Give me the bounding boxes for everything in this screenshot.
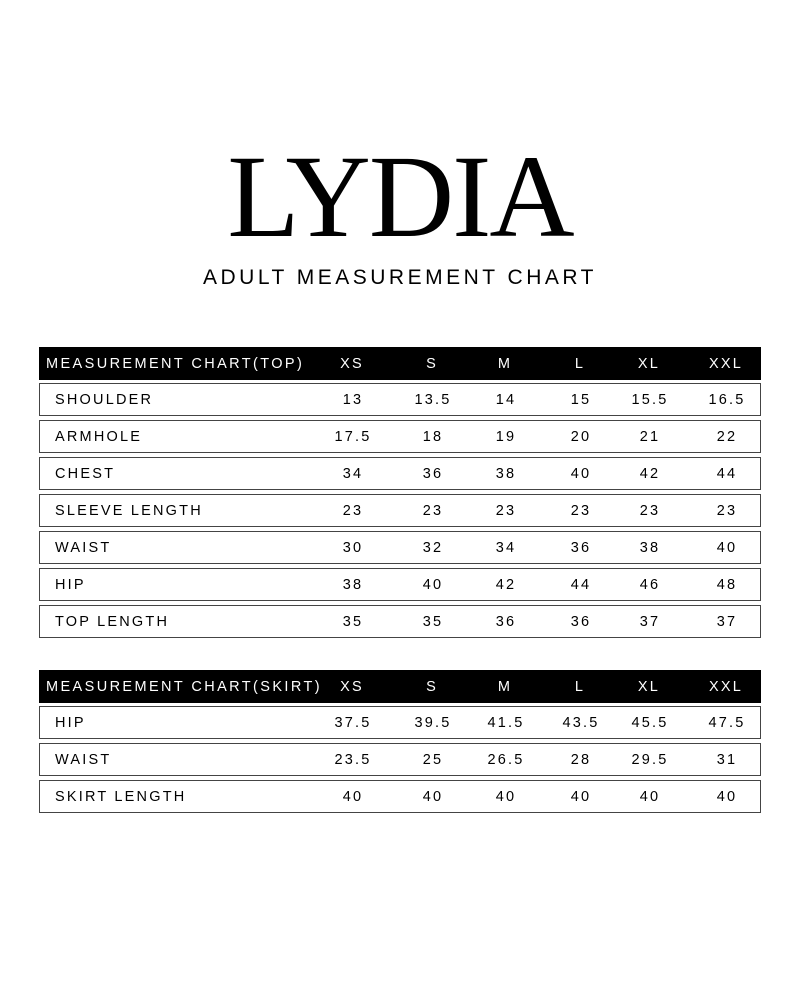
cell-value: 19 bbox=[495, 428, 517, 445]
table-row bbox=[39, 605, 761, 638]
table-row bbox=[39, 780, 761, 813]
cell-value: 23 bbox=[495, 502, 517, 519]
cell-value: 40 bbox=[716, 539, 738, 556]
cell-value: 18 bbox=[422, 428, 444, 445]
table-header-row bbox=[39, 670, 761, 703]
cell-value: 32 bbox=[422, 539, 444, 556]
size-header-xxl: XXL bbox=[708, 355, 743, 372]
cell-value: 42 bbox=[495, 576, 517, 593]
row-label: TOP LENGTH bbox=[55, 613, 170, 630]
cell-value: 40 bbox=[639, 788, 661, 805]
cell-value: 46 bbox=[639, 576, 661, 593]
table-row bbox=[39, 706, 761, 739]
cell-value: 22 bbox=[716, 428, 738, 445]
cell-value: 23 bbox=[422, 502, 444, 519]
cell-value: 34 bbox=[495, 539, 517, 556]
table-row bbox=[39, 420, 761, 453]
cell-value: 16.5 bbox=[708, 391, 746, 408]
cell-value: 40 bbox=[342, 788, 364, 805]
row-label: SKIRT LENGTH bbox=[55, 788, 187, 805]
table-header-row bbox=[39, 347, 761, 380]
cell-value: 37 bbox=[639, 613, 661, 630]
size-header-l: L bbox=[574, 678, 586, 695]
top-measurement-table bbox=[39, 347, 761, 642]
size-header-xs: XS bbox=[340, 678, 364, 695]
cell-value: 35 bbox=[342, 613, 364, 630]
cell-value: 42 bbox=[639, 465, 661, 482]
cell-value: 40 bbox=[570, 788, 592, 805]
row-label: WAIST bbox=[55, 539, 112, 556]
brand-logo: LYDIA bbox=[227, 131, 573, 262]
cell-value: 36 bbox=[570, 539, 592, 556]
cell-value: 36 bbox=[570, 613, 592, 630]
cell-value: 17.5 bbox=[334, 428, 372, 445]
cell-value: 15 bbox=[570, 391, 592, 408]
cell-value: 23 bbox=[342, 502, 364, 519]
table-title: MEASUREMENT CHART(TOP) bbox=[46, 355, 305, 372]
cell-value: 38 bbox=[639, 539, 661, 556]
cell-value: 40 bbox=[422, 576, 444, 593]
row-label: SLEEVE LENGTH bbox=[55, 502, 203, 519]
cell-value: 23 bbox=[716, 502, 738, 519]
cell-value: 20 bbox=[570, 428, 592, 445]
row-label: SHOULDER bbox=[55, 391, 154, 408]
table-row bbox=[39, 494, 761, 527]
page-subtitle: ADULT MEASUREMENT CHART bbox=[203, 266, 597, 289]
cell-value: 28 bbox=[570, 751, 592, 768]
cell-value: 25 bbox=[422, 751, 444, 768]
cell-value: 44 bbox=[570, 576, 592, 593]
size-header-m: M bbox=[497, 355, 513, 372]
size-header-m: M bbox=[497, 678, 513, 695]
cell-value: 30 bbox=[342, 539, 364, 556]
table-row bbox=[39, 457, 761, 490]
cell-value: 40 bbox=[716, 788, 738, 805]
cell-value: 21 bbox=[639, 428, 661, 445]
cell-value: 40 bbox=[422, 788, 444, 805]
cell-value: 15.5 bbox=[631, 391, 669, 408]
cell-value: 44 bbox=[716, 465, 738, 482]
cell-value: 23.5 bbox=[334, 751, 372, 768]
cell-value: 34 bbox=[342, 465, 364, 482]
cell-value: 40 bbox=[570, 465, 592, 482]
cell-value: 23 bbox=[639, 502, 661, 519]
table-row bbox=[39, 383, 761, 416]
row-label: WAIST bbox=[55, 751, 112, 768]
cell-value: 36 bbox=[495, 613, 517, 630]
cell-value: 35 bbox=[422, 613, 444, 630]
cell-value: 13 bbox=[342, 391, 364, 408]
size-header-s: S bbox=[426, 678, 438, 695]
cell-value: 40 bbox=[495, 788, 517, 805]
cell-value: 29.5 bbox=[631, 751, 669, 768]
cell-value: 45.5 bbox=[631, 714, 669, 731]
cell-value: 31 bbox=[716, 751, 738, 768]
cell-value: 26.5 bbox=[487, 751, 525, 768]
cell-value: 38 bbox=[495, 465, 517, 482]
size-header-xxl: XXL bbox=[708, 678, 743, 695]
row-label: HIP bbox=[55, 714, 86, 731]
size-header-xs: XS bbox=[340, 355, 364, 372]
cell-value: 37 bbox=[716, 613, 738, 630]
table-row bbox=[39, 531, 761, 564]
cell-value: 14 bbox=[495, 391, 517, 408]
size-header-xl: XL bbox=[637, 355, 661, 372]
cell-value: 36 bbox=[422, 465, 444, 482]
table-row bbox=[39, 743, 761, 776]
cell-value: 38 bbox=[342, 576, 364, 593]
table-title: MEASUREMENT CHART(SKIRT) bbox=[46, 678, 322, 695]
cell-value: 48 bbox=[716, 576, 738, 593]
cell-value: 23 bbox=[570, 502, 592, 519]
row-label: CHEST bbox=[55, 465, 116, 482]
cell-value: 39.5 bbox=[414, 714, 452, 731]
skirt-measurement-table bbox=[39, 670, 761, 817]
cell-value: 13.5 bbox=[414, 391, 452, 408]
cell-value: 41.5 bbox=[487, 714, 525, 731]
size-header-xl: XL bbox=[637, 678, 661, 695]
cell-value: 37.5 bbox=[334, 714, 372, 731]
cell-value: 47.5 bbox=[708, 714, 746, 731]
size-header-l: L bbox=[574, 355, 586, 372]
table-row bbox=[39, 568, 761, 601]
row-label: ARMHOLE bbox=[55, 428, 143, 445]
cell-value: 43.5 bbox=[562, 714, 600, 731]
row-label: HIP bbox=[55, 576, 86, 593]
size-header-s: S bbox=[426, 355, 438, 372]
